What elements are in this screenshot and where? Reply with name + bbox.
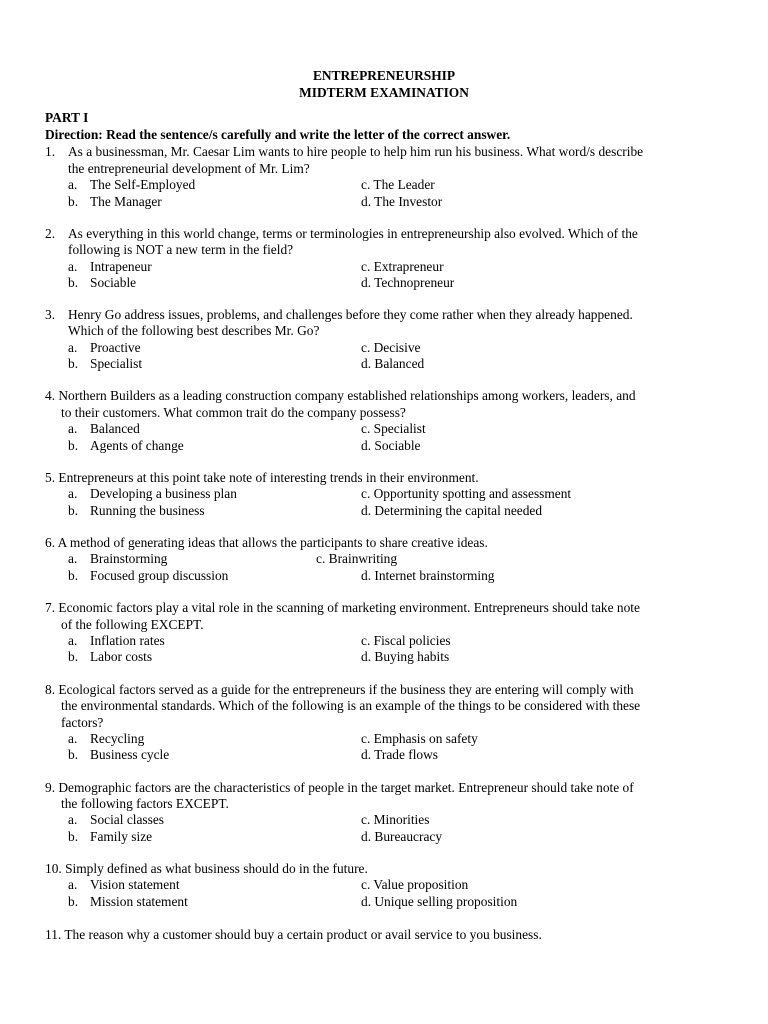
option-c: c. Opportunity spotting and assessment: [361, 486, 572, 501]
option-c: c. Fiscal policies: [361, 633, 451, 648]
option-a: a. Proactive: [68, 340, 141, 355]
option-c: c. Decisive: [361, 340, 421, 355]
option-a: a. Balanced: [68, 421, 140, 436]
question-number: 2.: [45, 226, 56, 241]
question-text: 9. Demographic factors are the characteristics of people in the target market. Entrepreneur should take note of: [45, 780, 634, 795]
direction-text: Direction: Read the sentence/s carefully and write the letter of the correct answer.: [45, 127, 511, 142]
option-b: b. Business cycle: [68, 747, 170, 762]
option-b: b. The Manager: [68, 194, 162, 209]
question-text: 5. Entrepreneurs at this point take note of interesting trends in their environment.: [45, 470, 479, 485]
option-c: c. Value proposition: [361, 877, 469, 892]
option-b: b. Labor costs: [68, 649, 153, 664]
question-text-cont: Which of the following best describes Mr. Go?: [68, 323, 320, 338]
option-b: b. Agents of change: [68, 438, 184, 453]
question-text-cont: the environmental standards. Which of the following is an example of the things to be considered with these: [61, 698, 641, 713]
option-d: d. Bureaucracy: [361, 829, 443, 844]
question-text-cont: of the following EXCEPT.: [61, 617, 204, 632]
option-b: b. Family size: [68, 829, 153, 844]
option-b: b. Specialist: [68, 356, 143, 371]
option-b: b. Running the business: [68, 503, 205, 518]
option-b: b. Focused group discussion: [68, 568, 229, 583]
question-text-cont: to their customers. What common trait do the company possess?: [61, 405, 406, 420]
question-text: 6. A method of generating ideas that allows the participants to share creative ideas.: [45, 535, 488, 550]
question-text: 8. Ecological factors served as a guide for the entrepreneurs if the business they are entering will comply with: [45, 682, 634, 697]
exam-subtitle: MIDTERM EXAMINATION: [299, 85, 469, 100]
option-b: b. Sociable: [68, 275, 137, 290]
option-d: d. Internet brainstorming: [361, 568, 495, 583]
option-c: c. Extrapreneur: [361, 259, 444, 274]
option-d: d. Balanced: [361, 356, 425, 371]
question-text: As everything in this world change, terms or terminologies in entrepreneurship also evolved. Which of the: [68, 226, 638, 241]
option-a: a. Vision statement: [68, 877, 180, 892]
question-text-cont: the entrepreneurial development of Mr. Lim?: [68, 161, 310, 176]
exam-title: ENTREPRENEURSHIP: [312, 68, 456, 83]
option-d: d. Trade flows: [361, 747, 439, 762]
option-a: a. Developing a business plan: [68, 486, 237, 501]
option-d: d. Buying habits: [361, 649, 450, 664]
option-c: c. Specialist: [361, 421, 426, 436]
part-heading: PART I: [45, 110, 89, 125]
option-c: c. Brainwriting: [316, 551, 398, 566]
option-d: d. Determining the capital needed: [361, 503, 543, 518]
option-b: b. Mission statement: [68, 894, 188, 909]
option-a: a. Recycling: [68, 731, 145, 746]
option-c: c. Minorities: [361, 812, 430, 827]
option-d: d. Technopreneur: [361, 275, 455, 290]
option-a: a. Social classes: [68, 812, 165, 827]
option-a: a. Intrapeneur: [68, 259, 152, 274]
question-text-cont: factors?: [61, 715, 104, 730]
option-a: a. The Self-Employed: [68, 177, 196, 192]
question-text: 4. Northern Builders as a leading construction company established relationships among workers, leaders, and: [45, 388, 636, 403]
option-c: c. Emphasis on safety: [361, 731, 478, 746]
option-a: a. Brainstorming: [68, 551, 168, 566]
option-d: d. Unique selling proposition: [361, 894, 518, 909]
option-a: a. Inflation rates: [68, 633, 165, 648]
question-text: As a businessman, Mr. Caesar Lim wants to hire people to help him run his business. What word/s describe: [68, 144, 644, 159]
question-text: 7. Economic factors play a vital role in the scanning of marketing environment. Entrepreneurs should take note: [45, 600, 640, 615]
question-text: Henry Go address issues, problems, and challenges before they come rather when they already happened.: [68, 307, 633, 322]
option-d: d. Sociable: [361, 438, 421, 453]
question-number: 1.: [45, 144, 56, 159]
option-c: c. The Leader: [361, 177, 435, 192]
question-number: 3.: [45, 307, 56, 322]
question-text: 10. Simply defined as what business should do in the future.: [45, 861, 368, 876]
question-text-cont: the following factors EXCEPT.: [61, 796, 229, 811]
question-text: 11. The reason why a customer should buy a certain product or avail service to you business.: [45, 927, 542, 942]
question-text-cont: following is NOT a new term in the field?: [68, 242, 294, 257]
option-d: d. The Investor: [361, 194, 443, 209]
